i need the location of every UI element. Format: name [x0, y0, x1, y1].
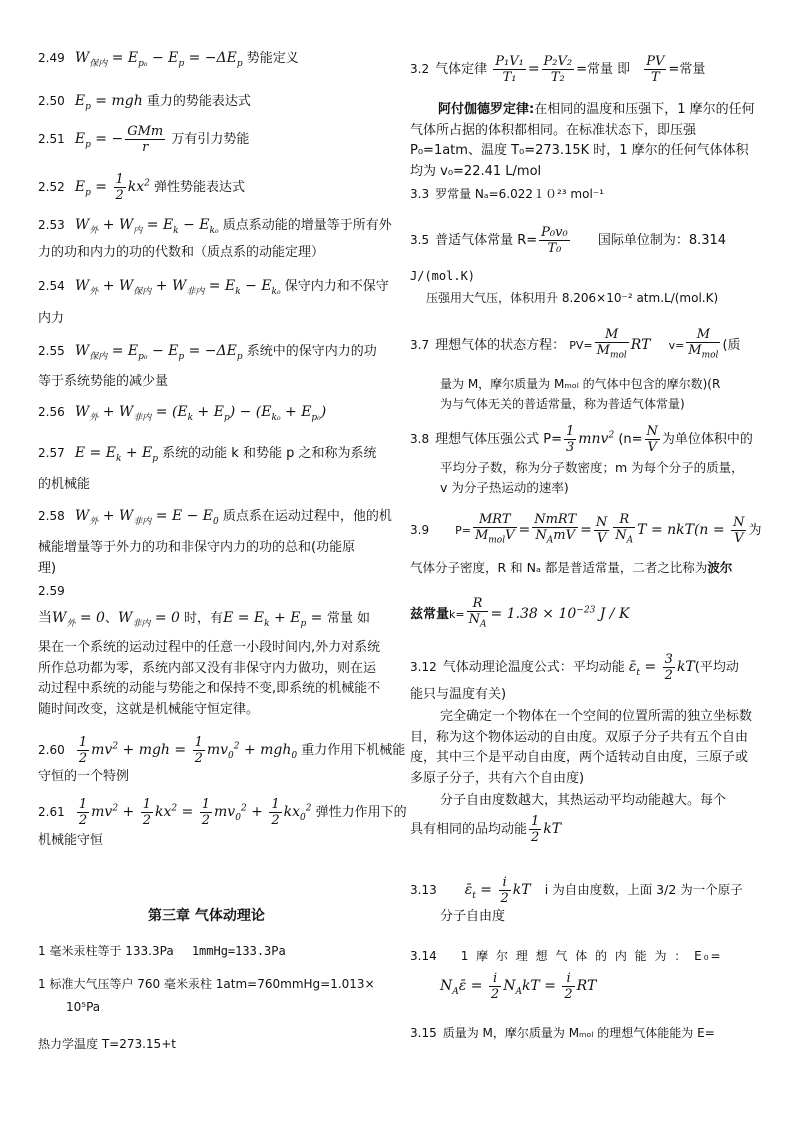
formula-2-53: 2.53 $W_外 + W_内 = E_k - E_{k_0}$ 质点系动能的增量等于所有外	[38, 217, 392, 236]
formula-3-8-cont: 平均分子数，称为分子数密度；m 为每个分子的质量，	[440, 460, 744, 475]
formula-2-59: 当$W_外 = 0$、$W_{非内} = 0$ 时，有$E = E_k + E_p$ = 常量 如	[38, 610, 371, 629]
formula-2-55-cont: 等于系统势能的减少量	[38, 374, 169, 389]
formula-2-61: 2.61 $\frac{1}{2}$ $mv^2$ + $\frac{1}{2}$ $kx^2$ = $\frac{1}{2}$ $mv_0^2$ + $\frac{1}{2}$ $kx_0^2$ 弹性力作用下的	[38, 797, 407, 828]
conversion-atm: 1 标准大气压等户 760 毫米汞柱 1atm=760mmHg=1.013×	[38, 977, 375, 991]
formula-3-3: 3.3 罗常量 Nₐ=6.022１０²³ mol⁻¹	[410, 187, 604, 201]
chapter-heading: 第三章 气体动理论	[148, 908, 265, 924]
kinetic-energy-note: 分子自由度数越大，其热运动平均动能越大。每个	[440, 793, 727, 808]
formula-3-5-unit: J/(mol.K)	[410, 269, 476, 283]
formula-3-7-cont2: 为与气体无关的普适常量，称为普适气体常量)	[440, 397, 685, 411]
formula-2-58-cont: 械能增量等于外力的功和非保守内力的功的总和(功能原	[38, 540, 356, 555]
formula-3-8-cont2: v 为分子热运动的速率)	[440, 480, 569, 495]
formula-2-57: 2.57 $E = E_k + E_p$ 系统的动能 k 和势能 p 之和称为系统	[38, 445, 377, 464]
formula-2-54-cont: 内力	[38, 311, 65, 326]
formula-3-5-atm: 压强用大气压，体积用升 8.206×10⁻² atm.L/(mol.K)	[426, 291, 719, 305]
degrees-of-freedom-paragraph: 完全确定一个物体在一个空间的位置所需的独立坐标数目，称为这个物体运动的自由度。双原子分子共有五个自由度，其中三个是平动自由度，两个适转动自由度，三原子或多原子分子，共有六个自由度)	[410, 709, 753, 786]
formula-3-12: 3.12 气体动理论温度公式：平均动能 $\varepsilon̄_t$ = $\frac{3}{2}$ kT(平均动	[410, 652, 739, 683]
formula-2-49: 2.49 $W_{保内} = E_{p_0} - E_p = -\Delta E_p$ 势能定义	[38, 50, 299, 69]
formula-3-2: 3.2 气体定律 $\frac{\text{P₁V₁}}{\text{T₁}}$ = $\frac{\text{P₂V₂}}{\text{T₂}}$ =常量 即 $\frac{PV}{T}$ =常量	[410, 54, 706, 85]
formula-3-14: 3.14 1 摩 尔 理 想 气 体 的 内 能 为 ： E₀=	[410, 949, 723, 963]
kinetic-energy-note-cont: 具有相同的品均动能 $\frac{1}{2}$ kT	[410, 814, 562, 845]
formula-3-13-cont: 分子自由度	[440, 909, 506, 924]
formula-3-14-eq: $N_A\varepsilon̄$ = $\frac{i}{2}$ $N_AkT$ = $\frac{i}{2}$ RT	[440, 971, 597, 1002]
formula-2-58: 2.58 $W_外 + W_{非内} = E - E_0$ 质点系在运动过程中，他的机	[38, 508, 392, 527]
formula-2-57-cont: 的机械能	[38, 477, 91, 492]
formula-2-52: 2.52 $E_p$ = $\frac{1}{2}$ $kx^2$ 弹性势能表达式	[38, 172, 246, 203]
formula-2-56: 2.56 $W_外 + W_{非内} = (E_k + E_p) - (E_{k_0} + E_{p_0})$	[38, 404, 327, 423]
formula-2-55: 2.55 $W_{保内} = E_{p_0} - E_p = -\Delta E_p$ 系统中的保守内力的功	[38, 343, 377, 362]
formula-3-9: 3.9 P= $\frac{\text{MRT}}{M_{mol}V}$ = $\frac{\text{NmRT}}{N_AmV}$ = $\frac{N}{V}$ $\frac{R}{N_A}$ T = nkT(n = $\frac{N}{V}$ 为	[410, 512, 761, 549]
conservation-paragraph: 果在一个系统的运动过程中的任意一小段时间内,外力对系统所作总功都为零，系统内部又没有非保守内力做功，则在运动过程中系统的动能与势能之和保持不变,即系统的机械能不随时间改变，这就是机械能守恒定律。	[38, 640, 381, 717]
formula-2-50: 2.50 $E_p$ = mgh 重力的势能表达式	[38, 93, 251, 112]
formula-2-53-cont: 力的功和内力的功的代数和（质点系的动能定理）	[38, 245, 325, 260]
formula-2-61-cont: 机械能守恒	[38, 833, 104, 848]
formula-2-60-cont: 守恒的一个特例	[38, 769, 130, 784]
formula-2-58-cont2: 理)	[38, 561, 57, 576]
formula-2-54: 2.54 $W_外 + W_{保内} + W_{非内} = E_k - E_{k_0}$ 保守内力和不保守	[38, 278, 389, 297]
formula-2-59-number: 2.59	[38, 584, 65, 598]
formula-2-51: 2.51 $E_p$ = − $\frac{\text{GMm}}{r}$ 万有引力势能	[38, 124, 250, 155]
boltzmann-constant: 兹常量k= $\frac{R}{N_A}$ = $1.38 \times 10^{-23}$ J / K	[410, 596, 629, 633]
avogadro-law: 阿付伽德罗定律:在相同的温度和压强下，1 摩尔的任何气体所占据的体积都相同。在标准状态下，即压强 P₀=1atm、温度 T₀=273.15K 时，1 摩尔的任何气体体积均为 v₀=22.41 L/mol	[410, 102, 755, 179]
formula-3-7: 3.7 理想气体的状态方程： PV= $\frac{M}{M_{mol}}$ RT v= $\frac{M}{M_{mol}}$ (质	[410, 327, 741, 364]
conversion-mmhg: 1 毫米汞柱等于 133.3Pa 1mmHg=133.3Pa	[38, 944, 286, 958]
formula-3-8: 3.8 理想气体压强公式 P= $\frac{1}{3}$ mnv$^2$ (n= $\frac{N}{V}$ 为单位体积中的	[410, 424, 753, 455]
thermodynamic-temperature: 热力学温度 T=273.15+t	[38, 1037, 176, 1051]
conversion-atm-cont: 10⁵Pa	[66, 1000, 101, 1014]
formula-3-7-cont: 量为 M，摩尔质量为 Mₘₒₗ 的气体中包含的摩尔数)(R	[440, 377, 721, 391]
formula-3-5: 3.5 普适气体常量 R= $\frac{\text{P₀v₀}}{\text{T₀}}$ 国际单位制为：8.314	[410, 225, 727, 256]
formula-3-15: 3.15 质量为 M，摩尔质量为 Mₘₒₗ 的理想气体能能为 E=	[410, 1026, 715, 1040]
formula-2-60: 2.60 $\frac{1}{2}$ $mv^2$ + mgh = $\frac{1}{2}$ $mv_0^2 + mgh_0$ 重力作用下机械能	[38, 735, 406, 766]
formula-3-9-cont: 气体分子密度，R 和 Nₐ 都是普适常量，二者之比称为波尔	[410, 560, 733, 575]
formula-3-12-cont: 能只与温度有关)	[410, 687, 507, 702]
formula-3-13: 3.13 $\varepsilon̄_t$ = $\frac{i}{2}$ kT i 为自由度数，上面 3/2 为一个原子	[410, 875, 743, 906]
